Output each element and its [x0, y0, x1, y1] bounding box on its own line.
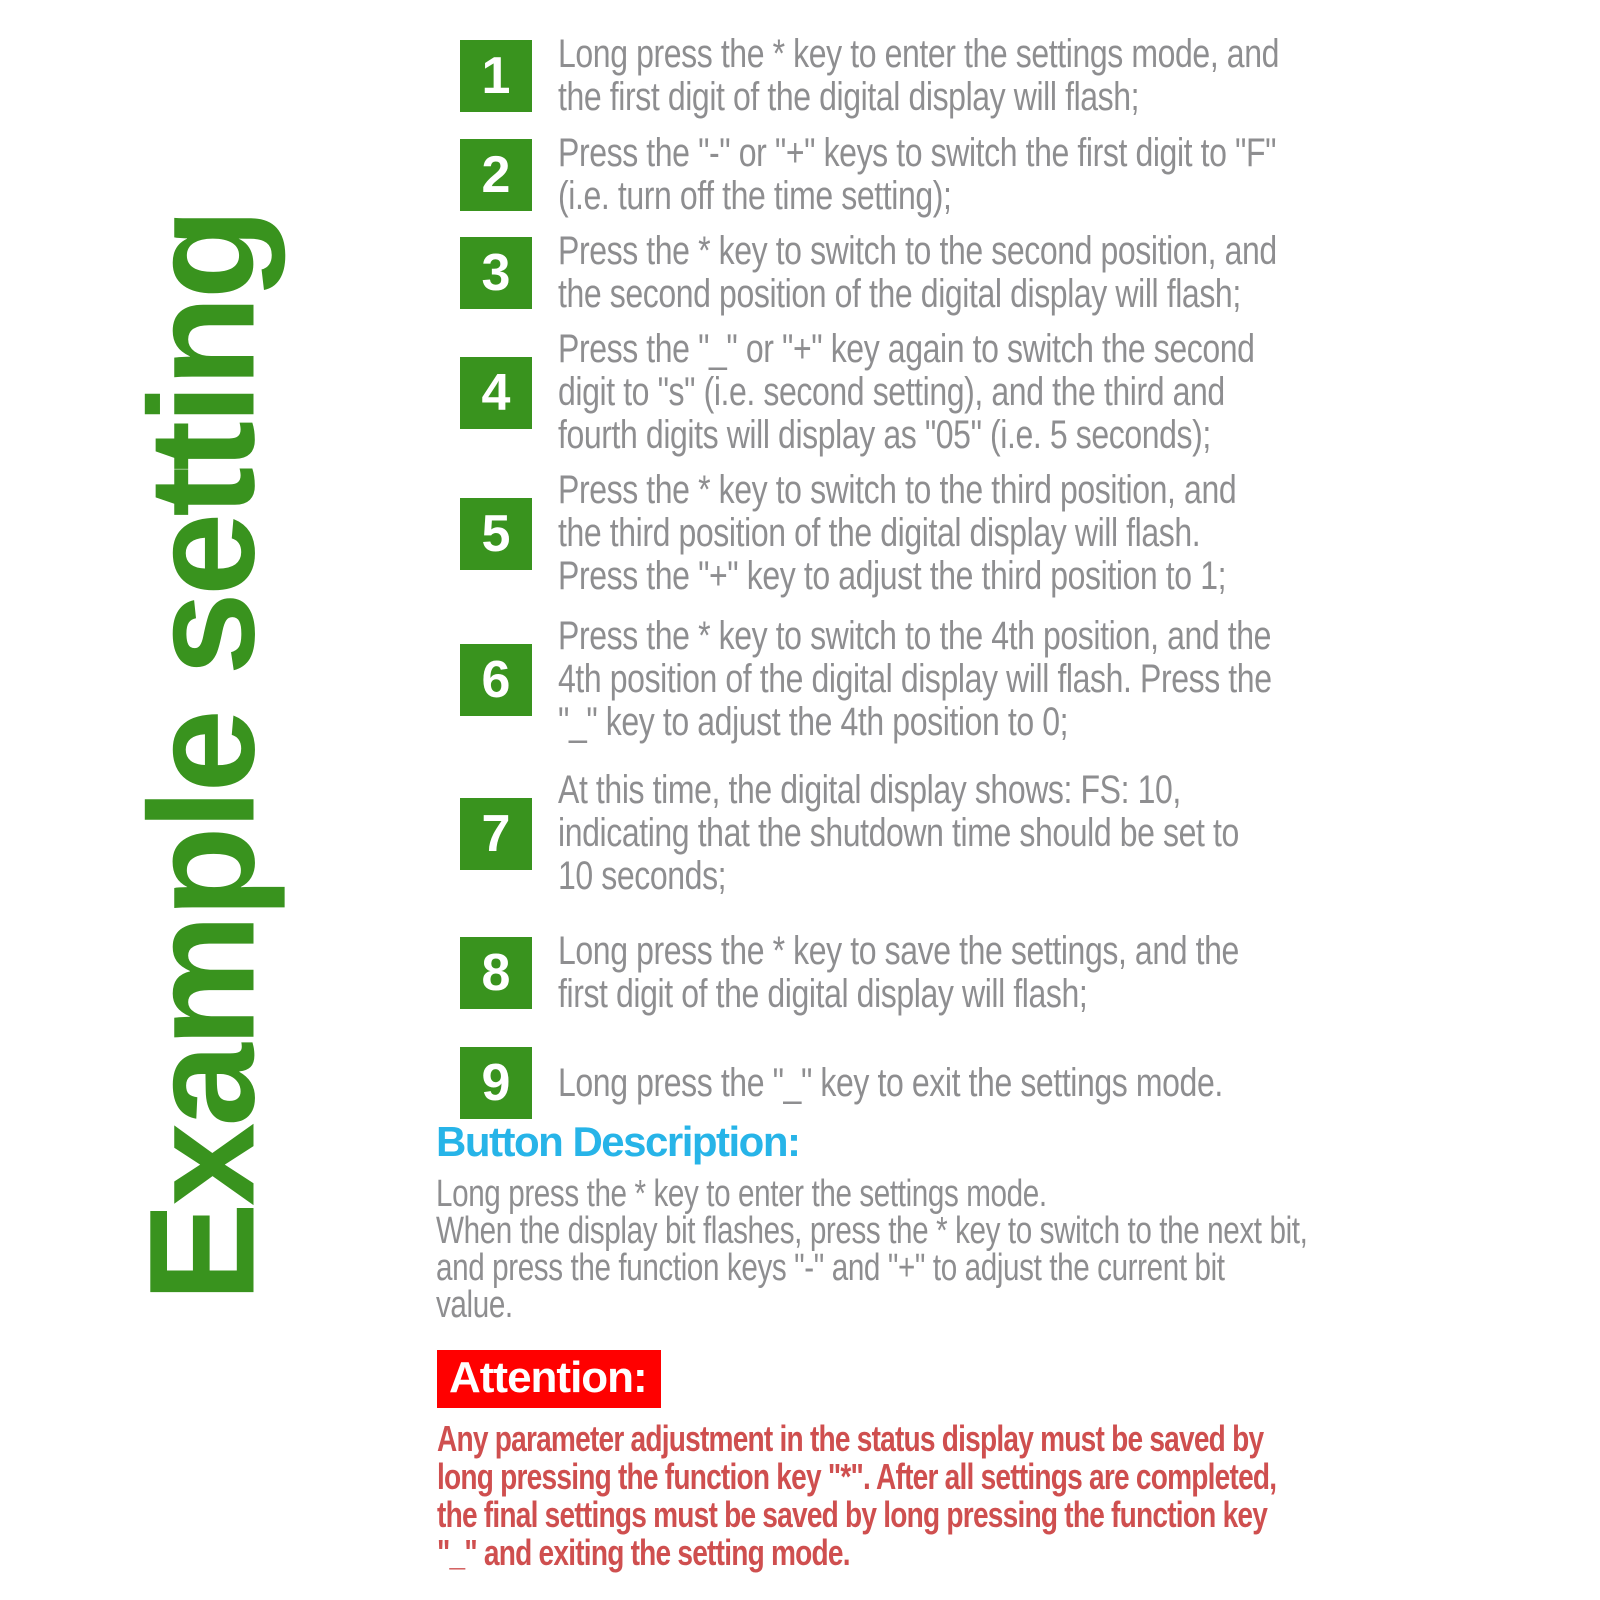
step-number-badge: 2 — [460, 139, 532, 211]
attention-text — [437, 1420, 1276, 1572]
step-row — [460, 769, 1459, 898]
step-text — [558, 769, 1239, 898]
step-number-badge: 6 — [460, 644, 532, 716]
step-row — [460, 132, 1459, 218]
text-line: Press the "_" or "+" key again to switch the second — [558, 327, 1255, 371]
text-line: long pressing the function key "*". After all settings are completed, — [437, 1456, 1277, 1497]
button-description-text — [436, 1173, 1308, 1326]
text-line: fourth digits will display as "05" (i.e. 5 seconds); — [558, 413, 1211, 457]
attention-heading: Attention: — [437, 1350, 661, 1408]
step-text — [558, 930, 1239, 1016]
step-number-badge: 5 — [460, 498, 532, 570]
step-text — [558, 328, 1255, 457]
text-line: "_" key to adjust the 4th position to 0; — [558, 700, 1069, 744]
text-line: Long press the * key to enter the settings mode, and — [558, 32, 1279, 76]
step-number-badge: 4 — [460, 357, 532, 429]
step-row — [460, 469, 1459, 598]
text-line: When the display bit flashes, press the * key to switch to the next bit, — [436, 1210, 1308, 1252]
page-title: Example setting — [117, 211, 286, 1303]
text-line: "_" and exiting the setting mode. — [437, 1532, 850, 1573]
attention-section — [437, 1350, 1513, 1572]
step-row — [460, 33, 1459, 119]
step-number-badge: 1 — [460, 40, 532, 112]
text-line: 4th position of the digital display will flash. Press the — [558, 657, 1272, 701]
text-line: (i.e. turn off the time setting); — [558, 174, 952, 218]
step-text — [558, 132, 1276, 218]
step-text — [558, 469, 1236, 598]
text-line: indicating that the shutdown time should be set to — [558, 811, 1239, 855]
steps-list — [460, 33, 1459, 1119]
step-text — [558, 33, 1279, 119]
text-line: At this time, the digital display shows: FS: 10, — [558, 768, 1181, 812]
step-row — [460, 230, 1459, 316]
text-line: 10 seconds; — [558, 854, 727, 898]
button-description-heading: Button Description: — [436, 1118, 800, 1165]
step-text — [558, 230, 1277, 316]
step-number-badge: 7 — [460, 798, 532, 870]
text-line: Long press the * key to enter the settings mode. — [436, 1173, 1047, 1215]
text-line: Long press the * key to save the settings, and the — [558, 929, 1239, 973]
text-line: first digit of the digital display will flash; — [558, 972, 1088, 1016]
text-line: Press the * key to switch to the second position, and — [558, 229, 1277, 273]
text-line: the second position of the digital display will flash; — [558, 272, 1241, 316]
text-line: Any parameter adjustment in the status display must be saved by — [437, 1418, 1264, 1459]
step-row — [460, 930, 1459, 1016]
text-line: and press the function keys "-" and "+" to adjust the current bit — [436, 1247, 1225, 1289]
text-line: the first digit of the digital display will flash; — [558, 75, 1140, 119]
step-number-badge: 3 — [460, 237, 532, 309]
text-line: the final settings must be saved by long pressing the function key — [437, 1494, 1268, 1535]
step-row — [460, 1047, 1459, 1119]
text-line: Press the * key to switch to the 4th position, and the — [558, 614, 1272, 658]
text-line: Press the "+" key to adjust the third position to 1; — [558, 554, 1227, 598]
step-text — [558, 615, 1272, 744]
text-line: the third position of the digital display will flash. — [558, 511, 1201, 555]
step-row — [460, 328, 1459, 457]
text-line: value. — [436, 1284, 513, 1326]
step-number-badge: 9 — [460, 1047, 532, 1119]
step-row — [460, 615, 1459, 744]
text-line: Long press the "_" key to exit the settings mode. — [558, 1060, 1223, 1105]
text-line: digit to "s" (i.e. second setting), and the third and — [558, 370, 1225, 414]
button-description-section — [436, 1118, 1553, 1324]
text-line: Press the "-" or "+" keys to switch the first digit to "F" — [558, 131, 1277, 175]
step-text — [558, 1062, 1223, 1105]
step-number-badge: 8 — [460, 937, 532, 1009]
text-line: Press the * key to switch to the third position, and — [558, 468, 1237, 512]
